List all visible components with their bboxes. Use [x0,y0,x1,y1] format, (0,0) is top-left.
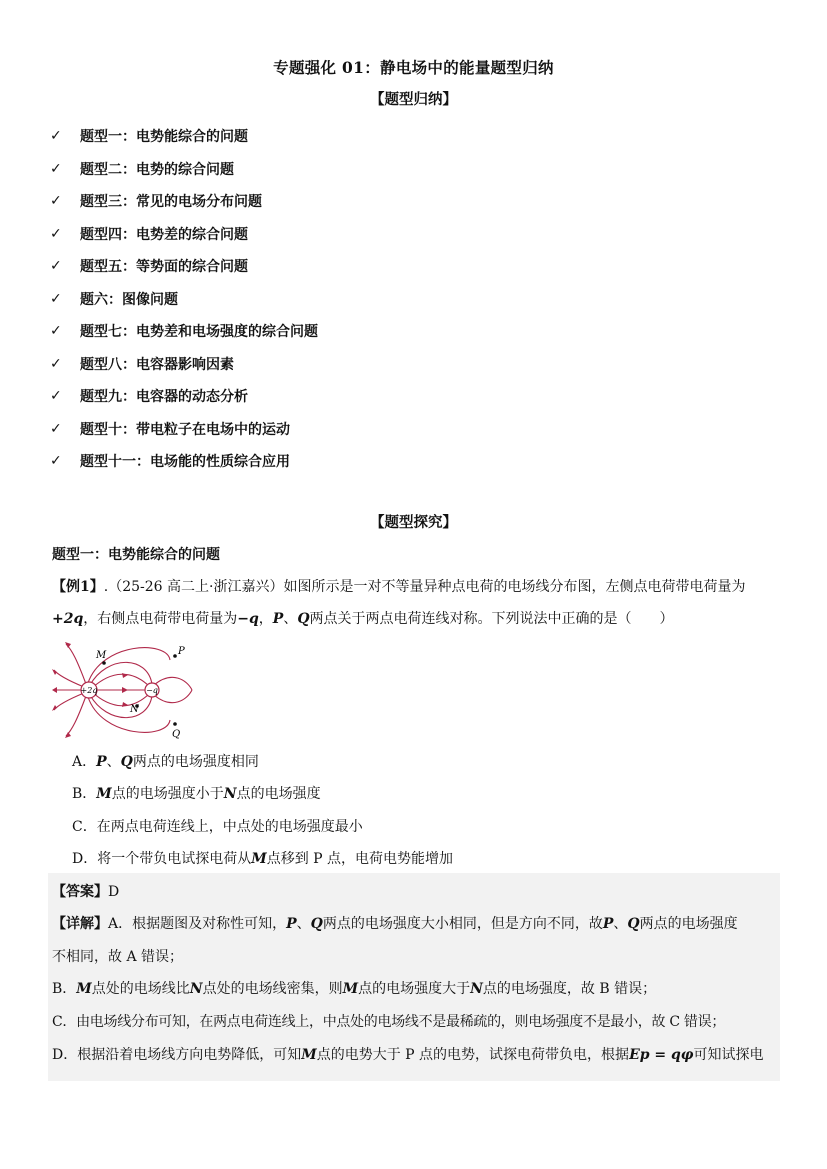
list-item: ✓ 题六：图像问题 [50,290,178,308]
list-item: ✓ 题型三：常见的电场分布问题 [50,193,262,211]
right-charge-label: −q [146,686,158,695]
list-item: ✓ 题型二：电势的综合问题 [50,160,234,178]
example-stem: 【例1】.（25-26 高二上·浙江嘉兴）如图所示是一对不等量异种点电荷的电场线分布图，左侧点电荷带电荷量为 +2q，右侧点电荷带电荷量为−q，P、Q两点关于两点电荷连线对称。下列说法中正确的是（ ） [52,579,746,627]
field-lines-figure [52,640,202,740]
option-b: B．M点的电场强度小于N点的电场强度 [72,786,321,802]
check-icon: ✓ [50,258,62,275]
point-q [173,722,177,726]
check-icon: ✓ [50,193,62,210]
detail-line-1: 【详解】A．根据题图及对称性可知，P、Q两点的电场强度大小相同，但是方向不同，故P、Q两点的电场强度 [52,916,738,932]
detail-line-4: C．由电场线分布可知，在两点电荷连线上，中点处的电场线不是最稀疏的，则电场强度不是最小，故 C 错误； [52,1014,726,1030]
section-heading-summary: 【题型归纳】 [370,91,457,108]
list-item: ✓ 题型九：电容器的动态分析 [50,388,248,406]
question-type-heading: 题型一：电势能综合的问题 [52,547,220,563]
left-charge-label: +2q [80,686,98,695]
list-item: ✓ 题型十：带电粒子在电场中的运动 [50,420,290,438]
check-icon: ✓ [50,128,62,145]
point-m [102,661,106,665]
check-icon: ✓ [50,388,62,405]
list-item: ✓ 题型一：电势能综合的问题 [50,128,248,146]
page-title: 专题强化 01：静电场中的能量题型归纳 [273,58,554,77]
list-item: ✓ 题型七：电势差和电场强度的综合问题 [50,323,318,341]
check-icon: ✓ [50,225,62,242]
list-item: ✓ 题型十一：电场能的性质综合应用 [50,453,290,471]
check-icon: ✓ [50,355,62,372]
list-item: ✓ 题型八：电容器影响因素 [50,355,234,373]
check-icon: ✓ [50,453,62,470]
point-p [173,654,177,658]
check-icon: ✓ [50,323,62,340]
check-icon: ✓ [50,290,62,307]
option-a: A．P、Q两点的电场强度相同 [72,754,259,770]
section-heading-explore: 【题型探究】 [370,514,457,531]
detail-line-5: D．根据沿着电场线方向电势降低，可知M点的电势大于 P 点的电势，试探电荷带负电，根据Ep = qφ可知试探电 [52,1047,764,1063]
question-type-list [50,120,750,478]
list-item: ✓ 题型五：等势面的综合问题 [50,258,248,276]
option-d: D．将一个带负电试探电荷从M点移到 P 点，电荷电势能增加 [72,851,454,867]
check-icon: ✓ [50,420,62,437]
label-p: P [178,646,185,657]
label-q: Q [172,729,181,740]
detail-line-3: B．M点处的电场线比N点处的电场线密集，则M点的电场强度大于N点的电场强度，故 B 错误； [52,981,657,997]
label-n: N [130,704,139,715]
option-c: C．在两点电荷连线上，中点处的电场强度最小 [72,819,363,835]
list-item: ✓ 题型四：电势差的综合问题 [50,225,248,243]
label-m: M [96,650,107,661]
answer-line: 【答案】D [52,884,120,900]
detail-line-2: 不相同，故 A 错误； [52,949,184,965]
check-icon: ✓ [50,160,62,177]
